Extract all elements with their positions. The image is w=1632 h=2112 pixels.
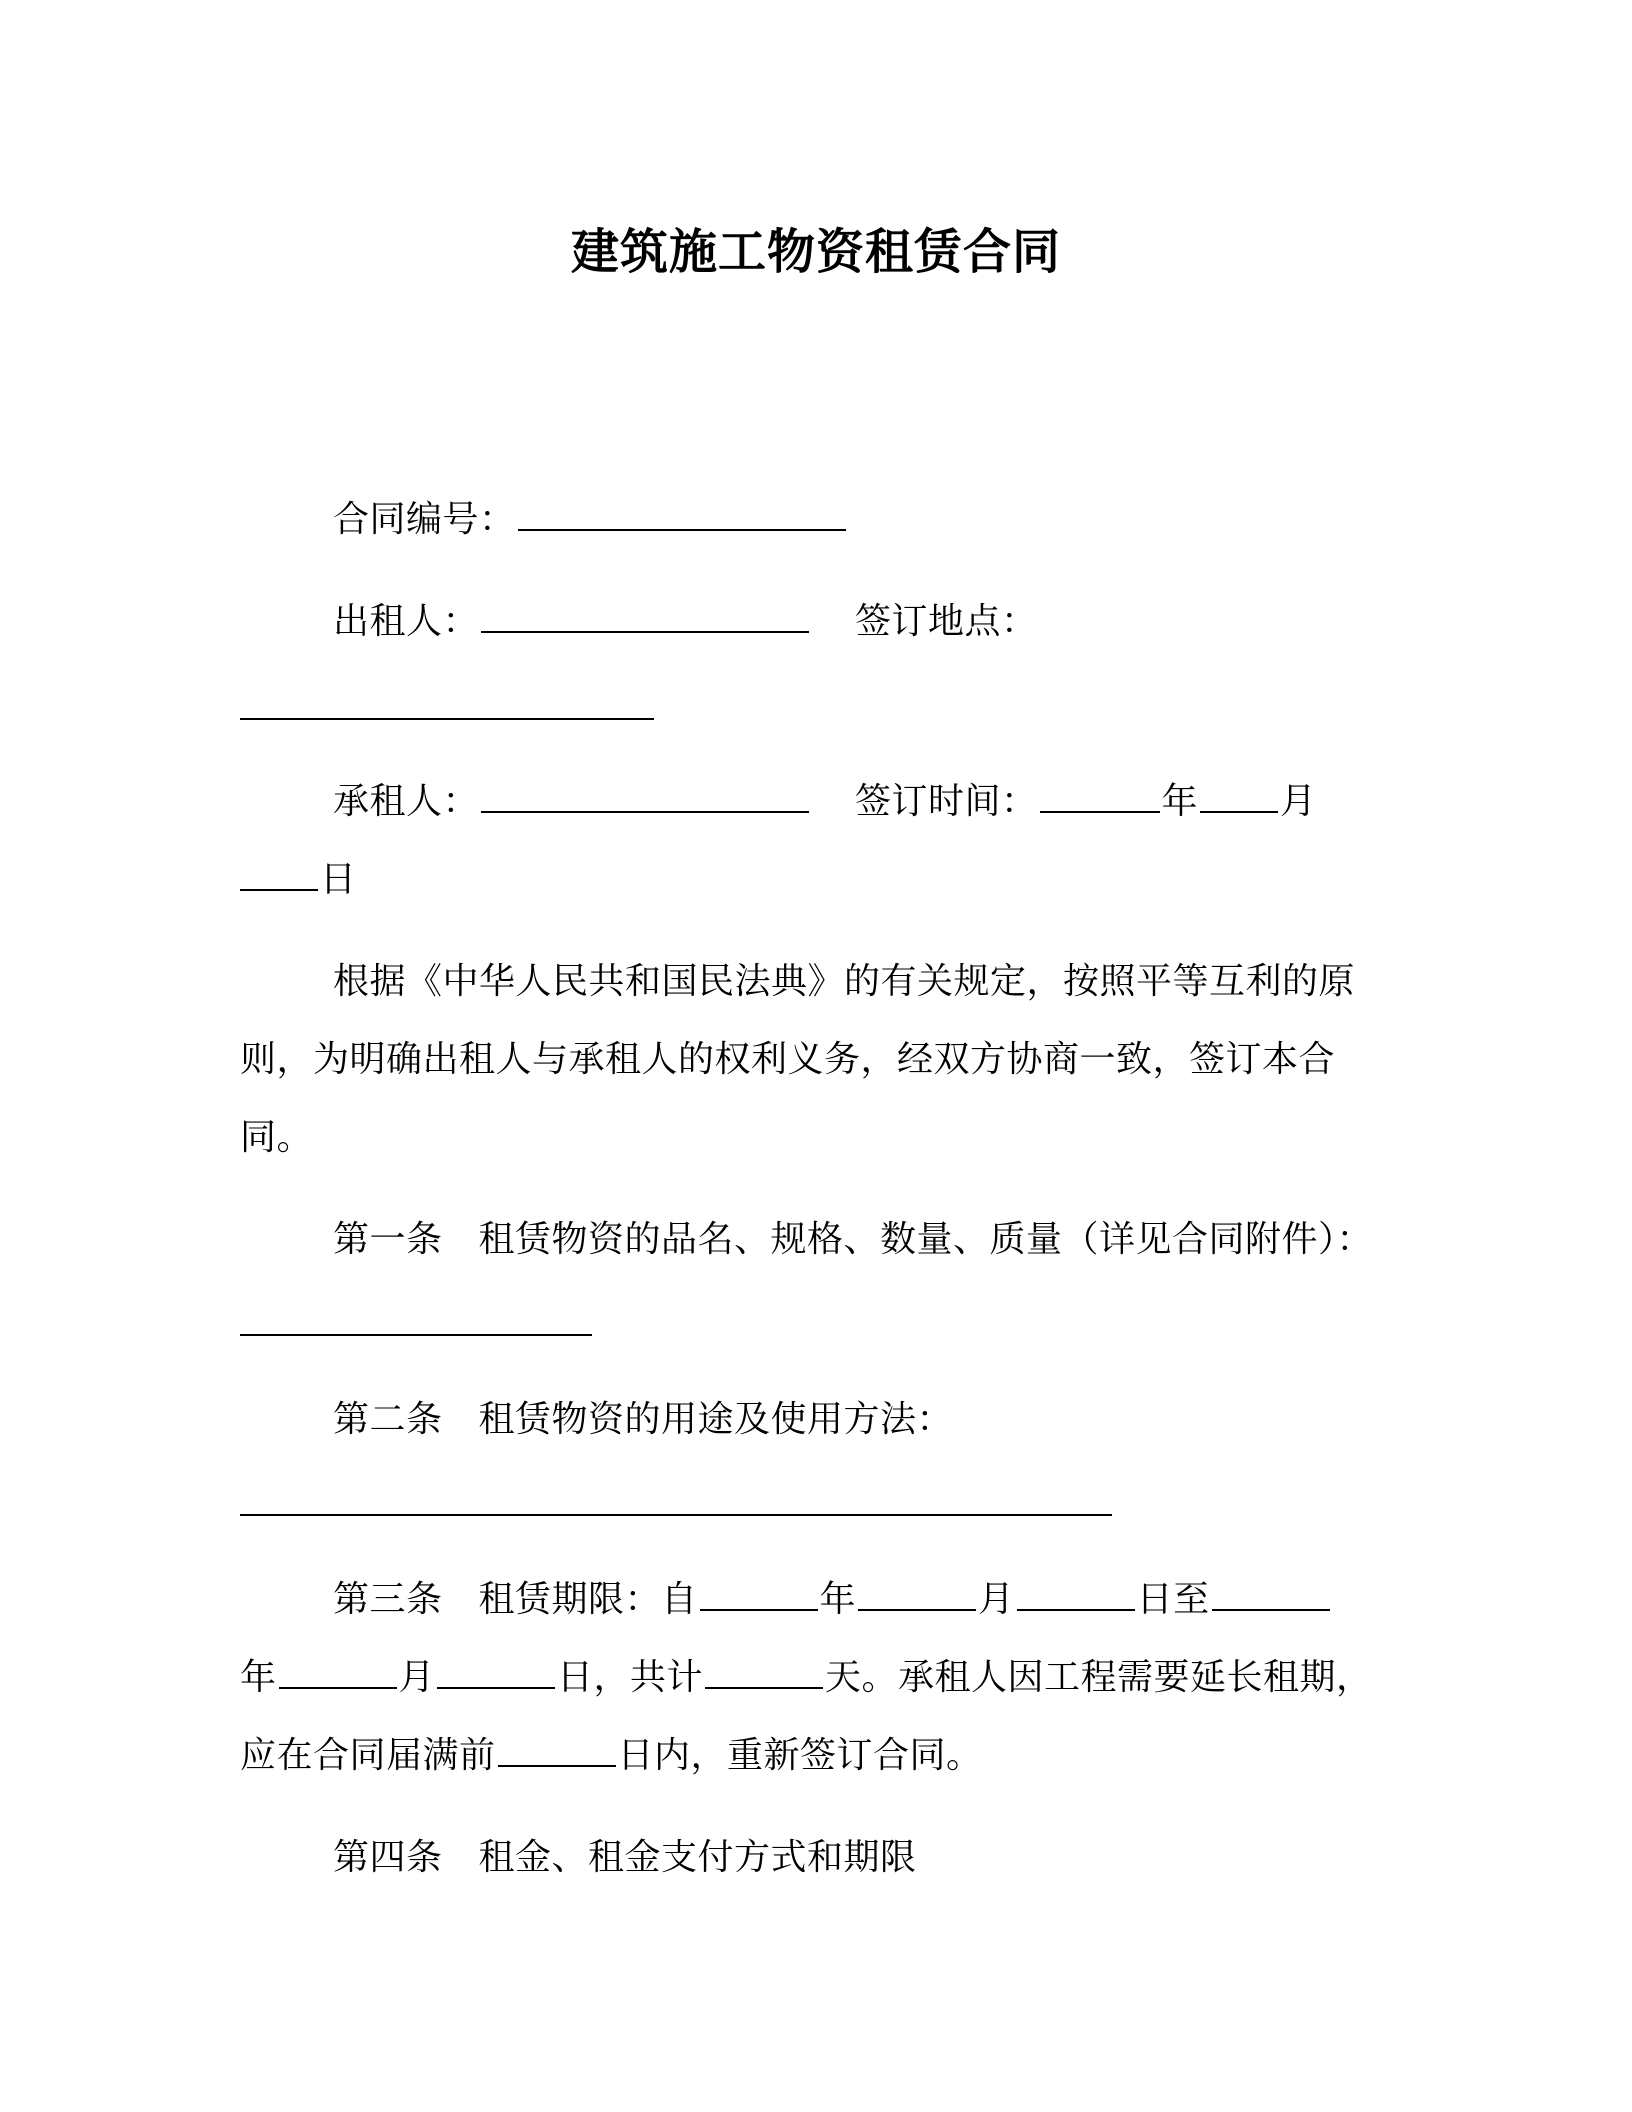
- document-title: 建筑施工物资租赁合同: [570, 224, 1061, 280]
- total-days-blank[interactable]: [705, 1657, 823, 1689]
- renewal-text-a: 应在合同届满前: [240, 1735, 496, 1776]
- article-2-blank[interactable]: [240, 1514, 1112, 1516]
- sign-place-blank[interactable]: [240, 718, 654, 720]
- article-1-blank[interactable]: [240, 1334, 592, 1336]
- article-2-heading: 第二条: [333, 1399, 443, 1440]
- article-3-line-2: [240, 1654, 1373, 1702]
- article-1-heading: 第一条: [333, 1219, 443, 1260]
- start-year-blank[interactable]: [700, 1579, 818, 1611]
- lessee-blank[interactable]: [481, 781, 809, 813]
- article-2-text: 租赁物资的用途及使用方法：: [478, 1399, 954, 1440]
- start-month-unit: 月: [978, 1579, 1015, 1620]
- lessor-line: [333, 598, 1038, 646]
- start-month-blank[interactable]: [858, 1579, 976, 1611]
- article-3-line-1: [333, 1576, 1332, 1624]
- total-text: 日，共计: [557, 1657, 704, 1698]
- article-1: [333, 1216, 1373, 1264]
- article-4-heading: 第四条: [333, 1837, 443, 1878]
- contract-number-label: 合同编号：: [333, 499, 516, 540]
- article-3-text-a: 租赁期限：自: [478, 1579, 698, 1620]
- lessor-blank[interactable]: [481, 601, 809, 633]
- lessor-label: 出租人：: [333, 601, 480, 642]
- sign-year-unit: 年: [1161, 781, 1199, 822]
- end-month-unit: 月: [398, 1657, 436, 1698]
- sign-place-label: 签订地点：: [855, 601, 1038, 642]
- renewal-text-b: 日内，重新签订合同。: [617, 1735, 983, 1776]
- start-day-blank[interactable]: [1017, 1579, 1135, 1611]
- lessee-label: 承租人：: [333, 781, 480, 822]
- end-day-blank[interactable]: [437, 1657, 555, 1689]
- article-2: [333, 1396, 953, 1444]
- article-4-text: 租金、租金支付方式和期限: [478, 1837, 917, 1878]
- sign-year-blank[interactable]: [1040, 781, 1160, 813]
- extension-text: 天。承租人因工程需要延长租期，: [825, 1657, 1373, 1698]
- preamble-line-3: 同。: [240, 1117, 314, 1158]
- contract-number-line: [333, 496, 848, 544]
- sign-month-unit: 月: [1280, 781, 1317, 822]
- article-3-line-3: [240, 1732, 983, 1780]
- preamble-line-1: 根据《中华人民共和国民法典》的有关规定，按照平等互利的原: [333, 961, 1356, 1002]
- end-year-unit: 年: [240, 1657, 277, 1698]
- sign-day-blank[interactable]: [240, 859, 318, 891]
- article-3-heading: 第三条: [333, 1579, 443, 1620]
- lessee-line: [333, 778, 1317, 826]
- article-1-text: 租赁物资的品名、规格、数量、质量（详见合同附件）：: [478, 1219, 1374, 1260]
- start-to-text: 日至: [1136, 1579, 1210, 1620]
- article-4: [333, 1834, 917, 1882]
- sign-month-blank[interactable]: [1200, 781, 1278, 813]
- start-year-unit: 年: [819, 1579, 857, 1620]
- end-year-blank[interactable]: [1212, 1579, 1330, 1611]
- sign-day-line: [240, 856, 357, 904]
- contract-number-blank[interactable]: [518, 499, 846, 531]
- renewal-days-blank[interactable]: [498, 1735, 616, 1767]
- end-month-blank[interactable]: [279, 1657, 397, 1689]
- sign-time-label: 签订时间：: [855, 781, 1038, 822]
- sign-day-unit: 日: [320, 859, 357, 900]
- preamble-line-2: 则，为明确出租人与承租人的权利义务，经双方协商一致，签订本合: [240, 1039, 1336, 1080]
